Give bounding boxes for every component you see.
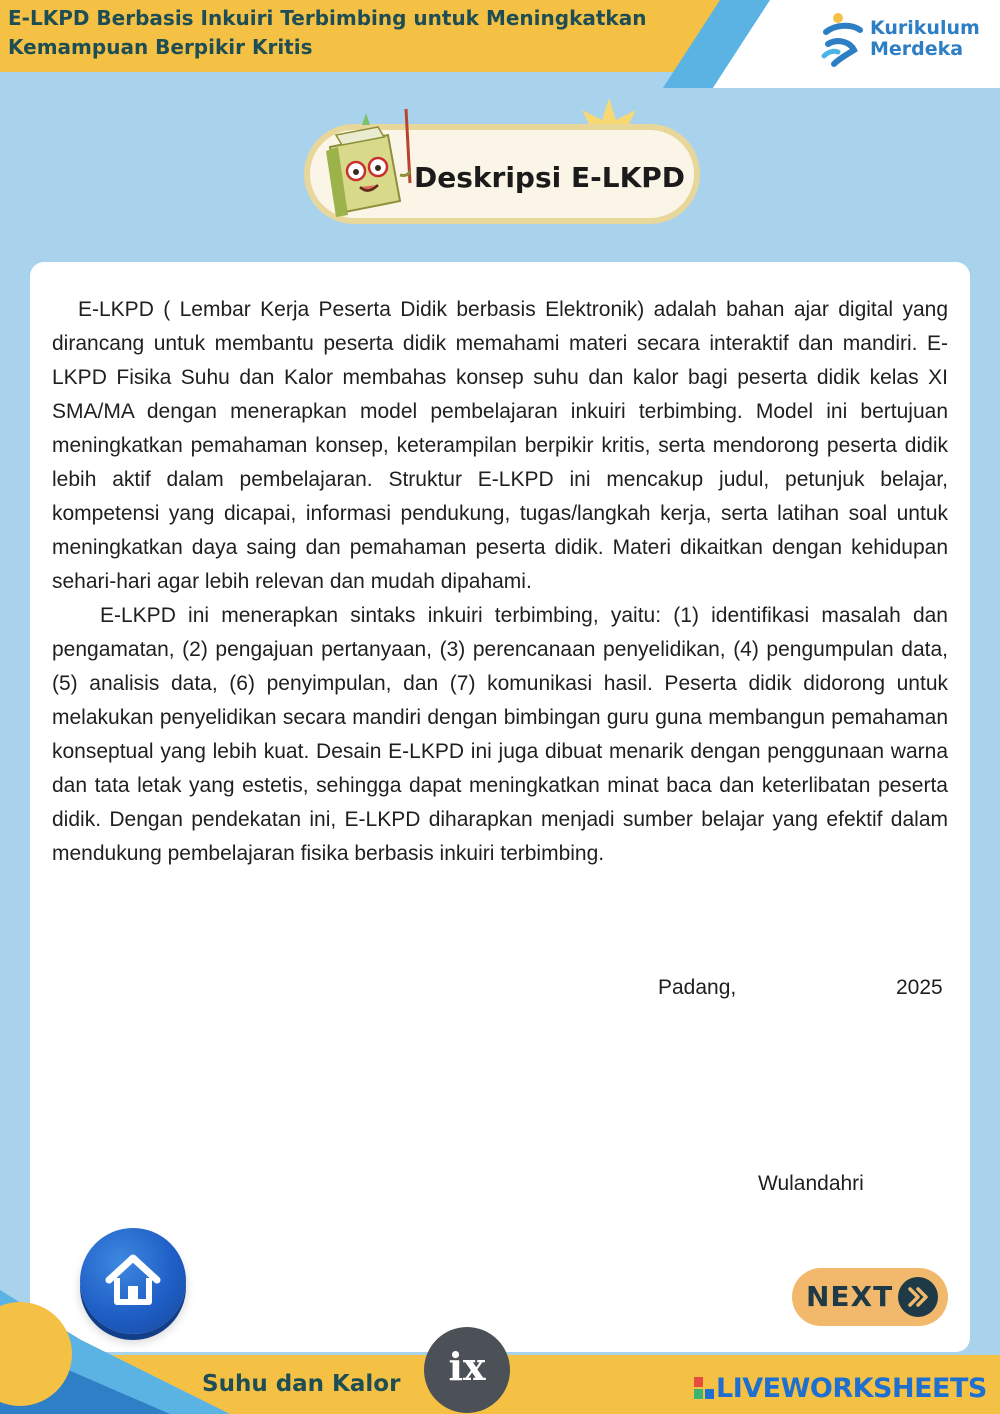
liveworksheets-icon [694,1377,714,1399]
paragraph-2: E-LKPD ini menerapkan sintaks inkuiri terbimbing, yaitu: (1) identifikasi masalah dan pengamatan, (2) pengajuan pertanyaan, (3) perencanaan penyelidikan, (4) pengumpulan data, (5) analisis data, (6) penyimpulan, dan (7) komunikasi hasil. Peserta didik didorong untuk melakukan penyelidikan secara mandiri dengan bimbingan guru guna membangun pemahaman konseptual yang lebih kuat. Desain E-LKPD ini juga dibuat menarik dengan penggunaan warna dan tata letak yang estetis, sehingga dapat meningkatkan minat baca dan keterlibatan peserta didik. Dengan pendekatan ini, E-LKPD diharapkan menjadi sumber belajar yang efektif dalam mendukung pembelajaran fisika berbasis inkuiri terbimbing. [52,604,948,865]
signature-year: 2025 [896,976,943,999]
footer-subject: Suhu dan Kalor [202,1371,401,1397]
next-button[interactable] [792,1268,948,1326]
logo-line-1: Kurikulum [870,17,980,39]
liveworksheets-brand [694,1372,994,1406]
next-arrow-badge [898,1277,938,1317]
double-chevron-right-icon [907,1286,929,1308]
logo-line-2: Merdeka [870,38,964,60]
signature-place: Padang, [658,976,737,999]
kurikulum-merdeka-icon [818,12,866,72]
ix-badge-label: ix [448,1344,486,1389]
home-button[interactable] [80,1228,186,1334]
description-text [52,293,948,871]
liveworksheets-wordmark: LIVEWORKSHEETS [716,1373,987,1404]
paragraph-1: E-LKPD ( Lembar Kerja Peserta Didik berbasis Elektronik) adalah bahan ajar digital yang dirancang untuk membantu peserta didik memahami materi secara interaktif dan mandiri. E-LKPD Fisika Suhu dan Kalor membahas konsep suhu dan kalor bagi peserta didik kelas XI SMA/MA dengan menerapkan model pembelajaran inkuiri terbimbing. Model ini bertujuan meningkatkan pemahaman konsep, keterampilan berpikir kritis, serta mendorong peserta didik lebih aktif dalam pembelajaran. Struktur E-LKPD ini mencakup judul, petunjuk belajar, kompetensi yang dicapai, informasi pendukung, tugas/langkah kerja, serta latihan soal untuk meningkatkan daya saing dan pemahaman peserta didik. Materi dikaitkan dengan kehidupan sehari-hari agar lebih relevan dan mudah dipahami. [52,298,948,593]
kurikulum-merdeka-text [870,18,980,60]
home-icon [103,1250,163,1310]
page-header-title: E-LKPD Berbasis Inkuiri Terbimbing untuk Meningkatkan Kemampuan Berpikir Kritis [8,6,647,59]
book-mascot-icon [318,105,428,220]
next-button-label: NEXT [806,1280,894,1313]
section-title: Deskripsi E-LKPD [414,161,686,194]
signature-name: Wulandahri [758,1172,864,1195]
kurikulum-merdeka-logo [818,12,988,72]
ix-badge [424,1327,510,1413]
